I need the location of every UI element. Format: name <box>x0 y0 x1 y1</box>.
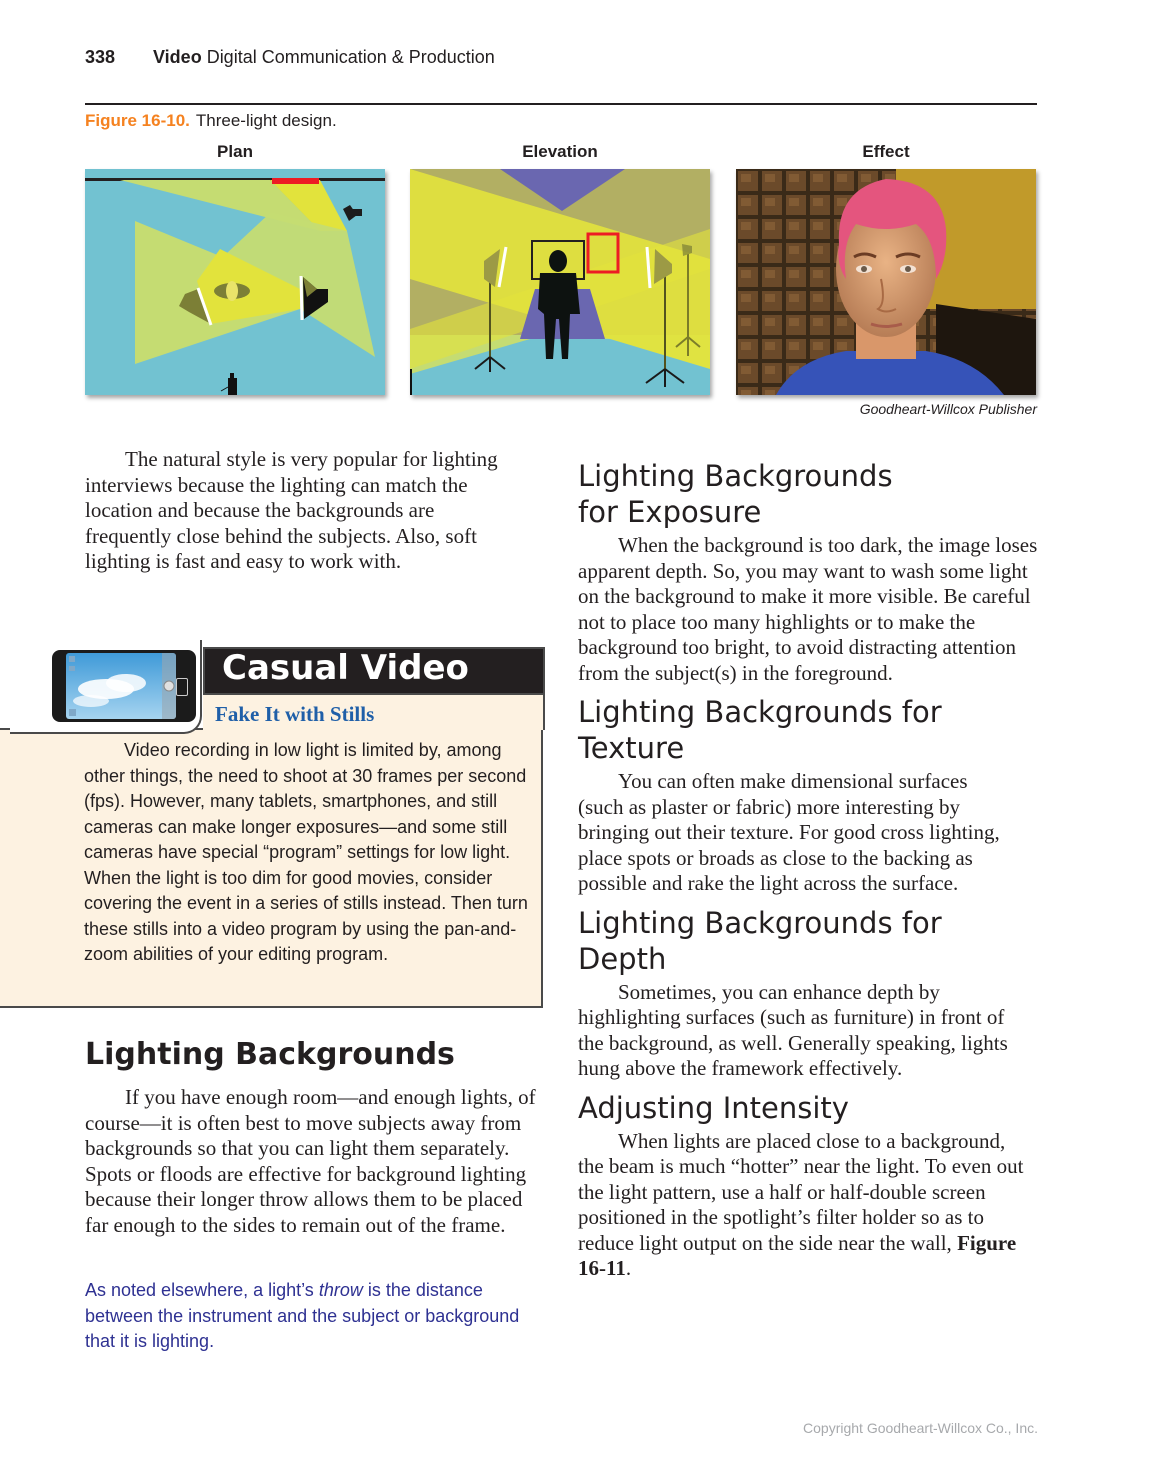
header-rule <box>85 103 1037 105</box>
effect-image <box>736 169 1036 395</box>
paragraph-intensity <box>578 1129 1033 1282</box>
note-text-after: is the distance between the instrument and the subject or background that it is lighting. <box>85 1280 520 1351</box>
casual-video-body-text: Video recording in low light is limited by, among other things, the need to shoot at 30 frames per second (fps). However, many tablets, smartphones, and still cameras can make longer exposures—and some still cameras have special “program” settings for low light. When the light is too dim for good movies, consider covering the event in a series of stills instead. Then turn these stills into a video program by using the pan-and-zoom abilities of your editing program. <box>84 740 528 964</box>
intro-paragraph: The natural style is very popular for lighting interviews because the lighting can match the location and because the backgrounds are frequently close behind the subjects. Also, soft lighting is fast and easy to work with. <box>85 447 498 573</box>
paragraph-intensity-text: When lights are placed close to a background, the beam is much “hotter” near the light. To even out the light pattern, use a half or half-double screen positioned in the spotlight’s filter holder so as to reduce light output on the side near the wall, <box>578 1128 1024 1255</box>
figure-caption-text: Three-light design. <box>195 111 337 130</box>
panel-title-plan: Plan <box>217 142 253 161</box>
figure-caption <box>85 111 337 131</box>
figure-label: Figure 16-10. <box>85 111 190 130</box>
heading-exposure: Lighting Backgrounds for Exposure <box>578 459 893 529</box>
heading-depth: Lighting Backgrounds for Depth <box>578 905 942 976</box>
panel-title-effect: Effect <box>862 142 910 161</box>
figure-credit: Goodheart-Willcox Publisher <box>859 401 1037 417</box>
casual-video-title: Casual Video <box>222 648 469 688</box>
elevation-diagram <box>410 169 710 395</box>
note-text-before: As noted elsewhere, a light’s <box>85 1280 319 1300</box>
right-column <box>578 458 1038 1282</box>
note-term: throw <box>318 1280 363 1300</box>
casual-video-body <box>84 738 529 968</box>
heading-texture: Lighting Backgrounds for Texture <box>578 695 942 765</box>
running-head <box>153 47 495 68</box>
book-title-bold: Video <box>153 47 202 67</box>
margin-note <box>85 1278 545 1355</box>
page-number: 338 <box>85 47 116 67</box>
book-title-rest: Digital Communication & Production <box>201 47 495 67</box>
figure-reference-link[interactable]: Figure 16-11 <box>578 1230 1017 1280</box>
paragraph-exposure: When the background is too dark, the image loses apparent depth. So, you may want to wash some light on the background to make it more visible. Be careful not to place too many highlights or to make the background too bright, to avoid distracting attention from the subject(s) in the foreground. <box>578 533 1038 685</box>
paragraph-intensity-end: . <box>625 1256 632 1280</box>
section-heading-lighting-backgrounds: Lighting Backgrounds <box>85 1037 455 1072</box>
panel-title-elevation: Elevation <box>522 142 598 161</box>
paragraph-texture: You can often make dimensional surfaces (such as plaster or fabric) more interesting by bringing out their texture. For good cross lighting, place spots or broads as close to the backing as possible and rake the light across the surface. <box>578 769 1000 895</box>
lighting-backgrounds-paragraph: If you have enough room—and enough lights, of course—it is often best to move subjects away from backgrounds so that you can light them separately. Spots or floods are effective for background lighting because their longer throw allows them to be placed far enough to the sides to remain out of the frame. <box>85 1085 536 1237</box>
plan-diagram <box>85 169 385 395</box>
heading-intensity: Adjusting Intensity <box>578 1090 849 1125</box>
casual-video-subtitle: Fake It with Stills <box>215 702 375 726</box>
paragraph-depth: Sometimes, you can enhance depth by highlighting surfaces (such as furniture) in front of the background, as well. Generally speaking, lights hung above the framework effectively. <box>578 979 1008 1080</box>
phone-screen-sky-image <box>66 653 176 719</box>
copyright-footer: Copyright Goodheart-Willcox Co., Inc. <box>803 1420 1038 1436</box>
